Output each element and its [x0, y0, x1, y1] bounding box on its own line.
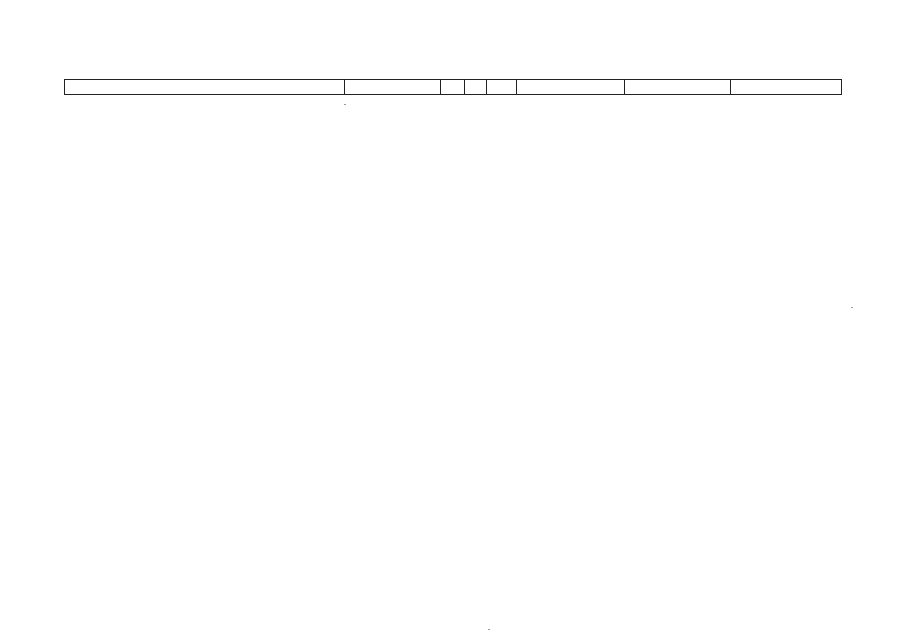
table-header: [64, 79, 842, 95]
column-header-7: [625, 80, 731, 94]
column-header-2: [345, 80, 441, 94]
scan-speck: [344, 104, 346, 105]
column-header-8: [731, 80, 841, 94]
scan-speck: [488, 629, 490, 630]
column-header-5: [487, 80, 517, 94]
column-header-1: [65, 80, 345, 94]
column-header-4: [465, 80, 487, 94]
scan-speck: [851, 307, 853, 308]
column-header-3: [441, 80, 465, 94]
column-header-6: [517, 80, 625, 94]
